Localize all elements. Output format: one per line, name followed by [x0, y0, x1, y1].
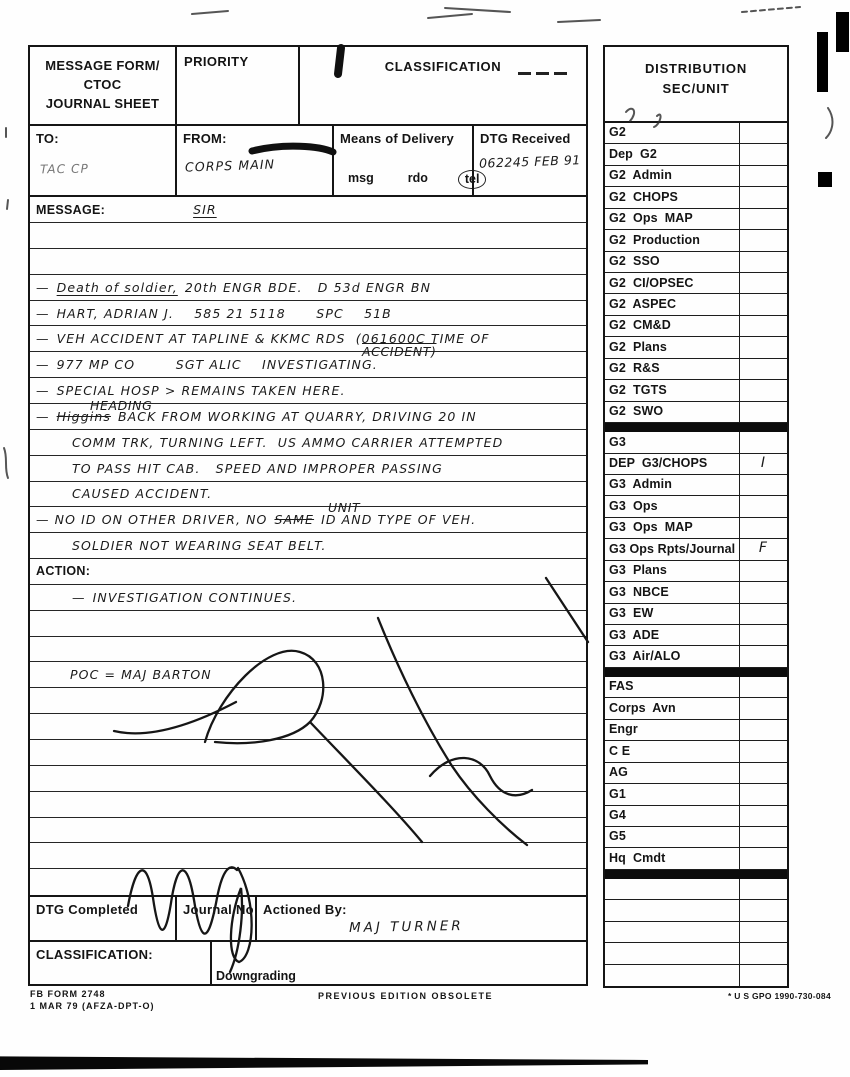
message-row	[30, 818, 586, 844]
bottom-classification-field	[30, 942, 210, 984]
message-row	[30, 714, 586, 740]
dtg-received-label: DTG Received	[480, 131, 571, 147]
distribution-mark	[739, 316, 787, 336]
handwritten-text: POC = MAJ BARTON	[70, 667, 212, 683]
distribution-row	[605, 900, 787, 921]
distribution-header-line1: DISTRIBUTION	[644, 61, 748, 76]
actioned-by-label: Actioned By:	[263, 902, 347, 918]
delivery-options	[344, 170, 486, 189]
dtg-completed-field	[30, 897, 175, 939]
distribution-row	[605, 432, 787, 453]
sec-unit-label: G2 Production	[609, 232, 700, 247]
downgrading-label: Downgrading	[216, 969, 296, 983]
scan-noise	[445, 8, 510, 12]
sec-unit-label: G3 NBCE	[609, 584, 669, 599]
distribution-mark	[739, 337, 787, 357]
handwritten-text: 20th ENGR BDE. D 53d ENGR BN	[184, 279, 432, 295]
handwritten-text: VEH ACCIDENT AT TAPLINE & KKMC RDS (061600C TIME OF	[56, 331, 490, 347]
distribution-mark	[739, 604, 787, 624]
means-of-delivery-field	[332, 126, 480, 195]
message-row	[30, 249, 586, 275]
sec-unit-label: G3 Ops Rpts/Journal	[609, 541, 736, 556]
message-row	[30, 482, 586, 508]
sec-unit-label: G2 R&S	[609, 361, 660, 376]
distribution-row	[605, 763, 787, 784]
distribution-mark	[739, 166, 787, 186]
distribution-row	[605, 720, 787, 741]
message-row	[30, 275, 586, 301]
distribution-row	[605, 209, 787, 230]
distribution-row	[605, 539, 787, 560]
sec-unit-label: Hq Cmdt	[609, 850, 666, 865]
scan-artifact-smear	[0, 1050, 648, 1070]
distribution-mark	[739, 402, 787, 422]
classification-row	[30, 940, 586, 984]
handwritten-struck-text: SAME	[274, 512, 315, 528]
to-value: TAC CP	[39, 161, 89, 177]
distribution-mark	[739, 879, 787, 899]
handwritten-text: TO PASS HIT CAB. SPEED AND IMPROPER PASSING	[72, 460, 443, 476]
handwritten-text: COMM TRK, TURNING LEFT. US AMMO CARRIER ATTEMPTED	[72, 434, 504, 450]
message-form	[28, 45, 588, 986]
actioned-by-field	[255, 897, 586, 939]
sec-unit-label: Engr	[609, 722, 638, 737]
message-row	[30, 611, 586, 637]
distribution-row	[605, 698, 787, 719]
distribution-row	[605, 806, 787, 827]
form-date: 1 MAR 79 (AFZA-DPT-O)	[30, 1000, 155, 1011]
distribution-row	[605, 848, 787, 869]
distribution-mark	[739, 187, 787, 207]
distribution-mark	[739, 806, 787, 826]
message-row	[30, 559, 586, 585]
handwritten-text: 977 MP CO SGT ALIC INVESTIGATING.	[56, 357, 378, 373]
sec-unit-label: G1	[609, 786, 626, 801]
sec-unit-label	[605, 900, 739, 920]
sec-unit-label: G2 ASPEC	[609, 296, 677, 311]
distribution-mark: F	[739, 539, 787, 559]
distribution-row	[605, 230, 787, 251]
distribution-mark	[739, 625, 787, 645]
distribution-mark	[739, 698, 787, 718]
message-row	[30, 430, 586, 456]
distribution-mark	[739, 273, 787, 293]
printed-row-label: MESSAGE:	[36, 202, 106, 217]
from-field	[175, 126, 332, 195]
distribution-row	[605, 604, 787, 625]
downgrading-field	[210, 942, 586, 984]
scan-noise	[742, 7, 800, 12]
sec-unit-label: FAS	[609, 679, 634, 694]
distribution-mark	[739, 475, 787, 495]
sec-unit-label: G2	[609, 125, 626, 140]
sec-unit-label	[605, 879, 739, 899]
message-row	[30, 533, 586, 559]
distribution-mark: I	[739, 454, 787, 474]
sec-unit-label: G2 SSO	[609, 254, 660, 269]
distribution-mark	[739, 123, 787, 143]
sec-unit-label: G4	[609, 808, 626, 822]
distribution-mark	[739, 496, 787, 516]
distribution-row	[605, 625, 787, 646]
distribution-row	[605, 337, 787, 358]
handwritten-text: —	[36, 408, 50, 424]
journal-no-field	[175, 897, 255, 939]
from-value: CORPS MAIN	[184, 156, 276, 175]
distribution-mark	[739, 677, 787, 697]
message-row	[30, 740, 586, 766]
sec-unit-label: Dep G2	[609, 146, 657, 161]
distribution-row	[605, 518, 787, 539]
message-row	[30, 869, 586, 895]
distribution-mark	[739, 209, 787, 229]
distribution-mark	[739, 144, 787, 164]
message-row	[30, 843, 586, 869]
distribution-row	[605, 359, 787, 380]
to-label: TO:	[36, 131, 59, 147]
sec-unit-label: G3 EW	[609, 606, 654, 621]
handwritten-text: —	[36, 357, 50, 373]
handwritten-text: —	[36, 305, 50, 321]
distribution-row	[605, 646, 787, 667]
scan-artifact-bar	[817, 32, 828, 92]
sec-unit-label: G2 Plans	[609, 339, 667, 354]
distribution-row	[605, 677, 787, 698]
journal-no-label: Journal No	[183, 902, 254, 918]
delivery-option-rdo: rdo	[407, 171, 428, 186]
distribution-row	[605, 879, 787, 900]
distribution-row	[605, 380, 787, 401]
form-title-line1: MESSAGE FORM/	[45, 58, 160, 73]
classification-label: CLASSIFICATION	[384, 59, 502, 74]
sec-unit-label: G2 Ops MAP	[609, 211, 693, 226]
distribution-row	[605, 561, 787, 582]
handwritten-text: SPECIAL HOSP > REMAINS TAKEN HERE.	[56, 383, 346, 399]
distribution-mark	[739, 848, 787, 868]
sec-unit-label: AG	[609, 765, 628, 780]
sec-unit-label: G2 Admin	[609, 168, 672, 183]
form-title-line3: JOURNAL SHEET	[45, 95, 160, 111]
message-row	[30, 662, 586, 688]
distribution-mark	[739, 359, 787, 379]
from-label: FROM:	[183, 131, 227, 147]
sec-unit-label: C E	[609, 743, 631, 758]
sec-unit-label: G3	[609, 434, 626, 449]
scan-noise	[558, 20, 600, 22]
message-row	[30, 326, 586, 352]
distribution-mark	[739, 294, 787, 314]
sec-unit-label: DEP G3/CHOPS	[609, 456, 708, 470]
scan-artifact-bar	[836, 12, 849, 52]
message-row	[30, 301, 586, 327]
message-row	[30, 344, 586, 378]
handwritten-text: —	[36, 279, 50, 295]
sec-unit-label: Corps Avn	[609, 700, 676, 715]
printed-row-label: ACTION:	[36, 564, 91, 579]
distribution-mark	[739, 252, 787, 272]
distribution-mark	[739, 561, 787, 581]
message-row	[30, 223, 586, 249]
distribution-row	[605, 741, 787, 762]
previous-edition-note: PREVIOUS EDITION OBSOLETE	[318, 991, 494, 1001]
distribution-mark	[739, 922, 787, 942]
delivery-option-tel-circled: tel	[458, 170, 487, 189]
distribution-row	[605, 496, 787, 517]
handwritten-text: —	[36, 383, 50, 399]
sec-unit-label: G2 CI/OPSEC	[609, 275, 694, 290]
distribution-row	[605, 454, 787, 475]
gpo-note: * U S GPO 1990-730-084	[728, 991, 831, 1001]
sec-unit-label: G3 Admin	[609, 477, 672, 492]
sec-unit-label: G3 Ops MAP	[609, 520, 693, 535]
distribution-row	[605, 252, 787, 273]
scan-noise	[428, 14, 472, 18]
message-row	[30, 500, 586, 533]
form-number: FB FORM 2748	[30, 989, 106, 999]
form-number-block	[30, 989, 155, 1012]
priority-field	[175, 47, 298, 124]
actioned-by-value: MAJ TURNER	[348, 918, 464, 937]
distribution-mark	[739, 763, 787, 783]
handwritten-struck-text: Higgins	[56, 408, 111, 424]
distribution-mark	[739, 943, 787, 963]
distribution-mark	[739, 784, 787, 804]
message-row	[30, 197, 586, 223]
handwritten-annotation: HEADING	[90, 398, 153, 413]
sec-unit-label: G2 CHOPS	[609, 189, 678, 204]
distribution-mark	[739, 432, 787, 452]
handwritten-text: SOLDIER NOT WEARING SEAT BELT.	[72, 538, 327, 554]
form-title-line2: CTOC	[83, 76, 122, 92]
distribution-row	[605, 423, 787, 432]
distribution-row	[605, 187, 787, 208]
scan-noise	[192, 11, 228, 14]
sec-unit-label: G5	[609, 829, 626, 844]
distribution-row	[605, 273, 787, 294]
distribution-mark	[739, 582, 787, 602]
form-header-row	[30, 47, 586, 126]
distribution-row	[605, 668, 787, 677]
distribution-row	[605, 870, 787, 879]
distribution-row	[605, 166, 787, 187]
routing-row	[30, 126, 586, 197]
handwritten-underlined-text: Death of soldier,	[56, 279, 178, 295]
handwritten-text: — NO ID ON OTHER DRIVER, NO	[36, 512, 268, 528]
scan-noise	[7, 200, 8, 209]
distribution-header-line2: SEC/UNIT	[662, 81, 730, 97]
message-row	[30, 688, 586, 714]
distribution-row	[605, 827, 787, 848]
distribution-mark	[739, 230, 787, 250]
distribution-header	[605, 47, 787, 123]
distribution-mark	[739, 741, 787, 761]
handwritten-text: —	[36, 331, 50, 347]
distribution-row	[605, 402, 787, 423]
delivery-option-msg: msg	[348, 171, 374, 186]
sec-unit-label: G3 Plans	[609, 563, 667, 578]
scan-noise	[4, 448, 8, 478]
handwritten-text: INVESTIGATION CONTINUES.	[92, 589, 298, 605]
message-row	[30, 766, 586, 792]
means-of-delivery-label: Means of Delivery	[340, 131, 454, 147]
distribution-mark	[739, 380, 787, 400]
message-row	[30, 585, 586, 611]
distribution-row	[605, 582, 787, 603]
sec-unit-label: G3 ADE	[609, 627, 660, 642]
handwritten-text: SIR	[193, 202, 217, 218]
sec-unit-label	[605, 943, 739, 963]
handwritten-text: BACK FROM WORKING AT QUARRY, DRIVING 20 IN	[117, 408, 477, 424]
sec-unit-label: G3 Ops	[609, 498, 658, 513]
distribution-row	[605, 316, 787, 337]
distribution-mark	[739, 518, 787, 538]
distribution-row	[605, 294, 787, 315]
sec-unit-label: G2 TGTS	[609, 382, 667, 397]
distribution-mark	[739, 646, 787, 666]
message-row	[30, 792, 586, 818]
handwritten-text: CAUSED ACCIDENT.	[72, 486, 213, 502]
dtg-received-value: 062245 FEB 91	[478, 152, 581, 171]
dtg-received-field	[472, 126, 586, 195]
sec-unit-label: G2 CM&D	[609, 318, 671, 333]
distribution-row	[605, 123, 787, 144]
distribution-row	[605, 943, 787, 964]
handwritten-text: ID AND TYPE OF VEH.	[321, 512, 477, 528]
message-row	[30, 456, 586, 482]
message-row	[30, 398, 586, 430]
scan-noise	[826, 108, 832, 138]
distribution-mark	[739, 827, 787, 847]
distribution-row	[605, 144, 787, 165]
distribution-mark	[739, 965, 787, 986]
sec-unit-label: G2 SWO	[609, 404, 664, 419]
pen-dashes	[512, 65, 568, 80]
distribution-row	[605, 784, 787, 805]
distribution-row	[605, 965, 787, 986]
message-row	[30, 637, 586, 663]
sec-unit-label: G3 Air/ALO	[609, 648, 681, 663]
distribution-rows	[605, 123, 787, 986]
distribution-mark	[739, 900, 787, 920]
scan-artifact-square	[818, 172, 832, 187]
priority-label: PRIORITY	[184, 54, 249, 69]
form-title	[30, 47, 175, 124]
handwritten-annotation: ACCIDENT)	[362, 344, 437, 360]
sec-unit-label	[605, 965, 739, 986]
distribution-row	[605, 922, 787, 943]
dtg-completed-label: DTG Completed	[36, 902, 139, 918]
handwritten-text: HART, ADRIAN J. 585 21 5118 SPC 51B	[56, 305, 392, 321]
distribution-row	[605, 475, 787, 496]
to-field	[30, 126, 175, 195]
classification-field	[298, 47, 586, 124]
handwritten-annotation: UNIT	[328, 500, 361, 516]
distribution-table	[603, 45, 789, 988]
bottom-classification-label: CLASSIFICATION:	[36, 946, 153, 962]
handwritten-text: —	[72, 589, 86, 605]
completion-row	[30, 895, 586, 939]
message-ruled-area	[30, 197, 586, 895]
distribution-mark	[739, 720, 787, 740]
sec-unit-label	[605, 922, 739, 942]
